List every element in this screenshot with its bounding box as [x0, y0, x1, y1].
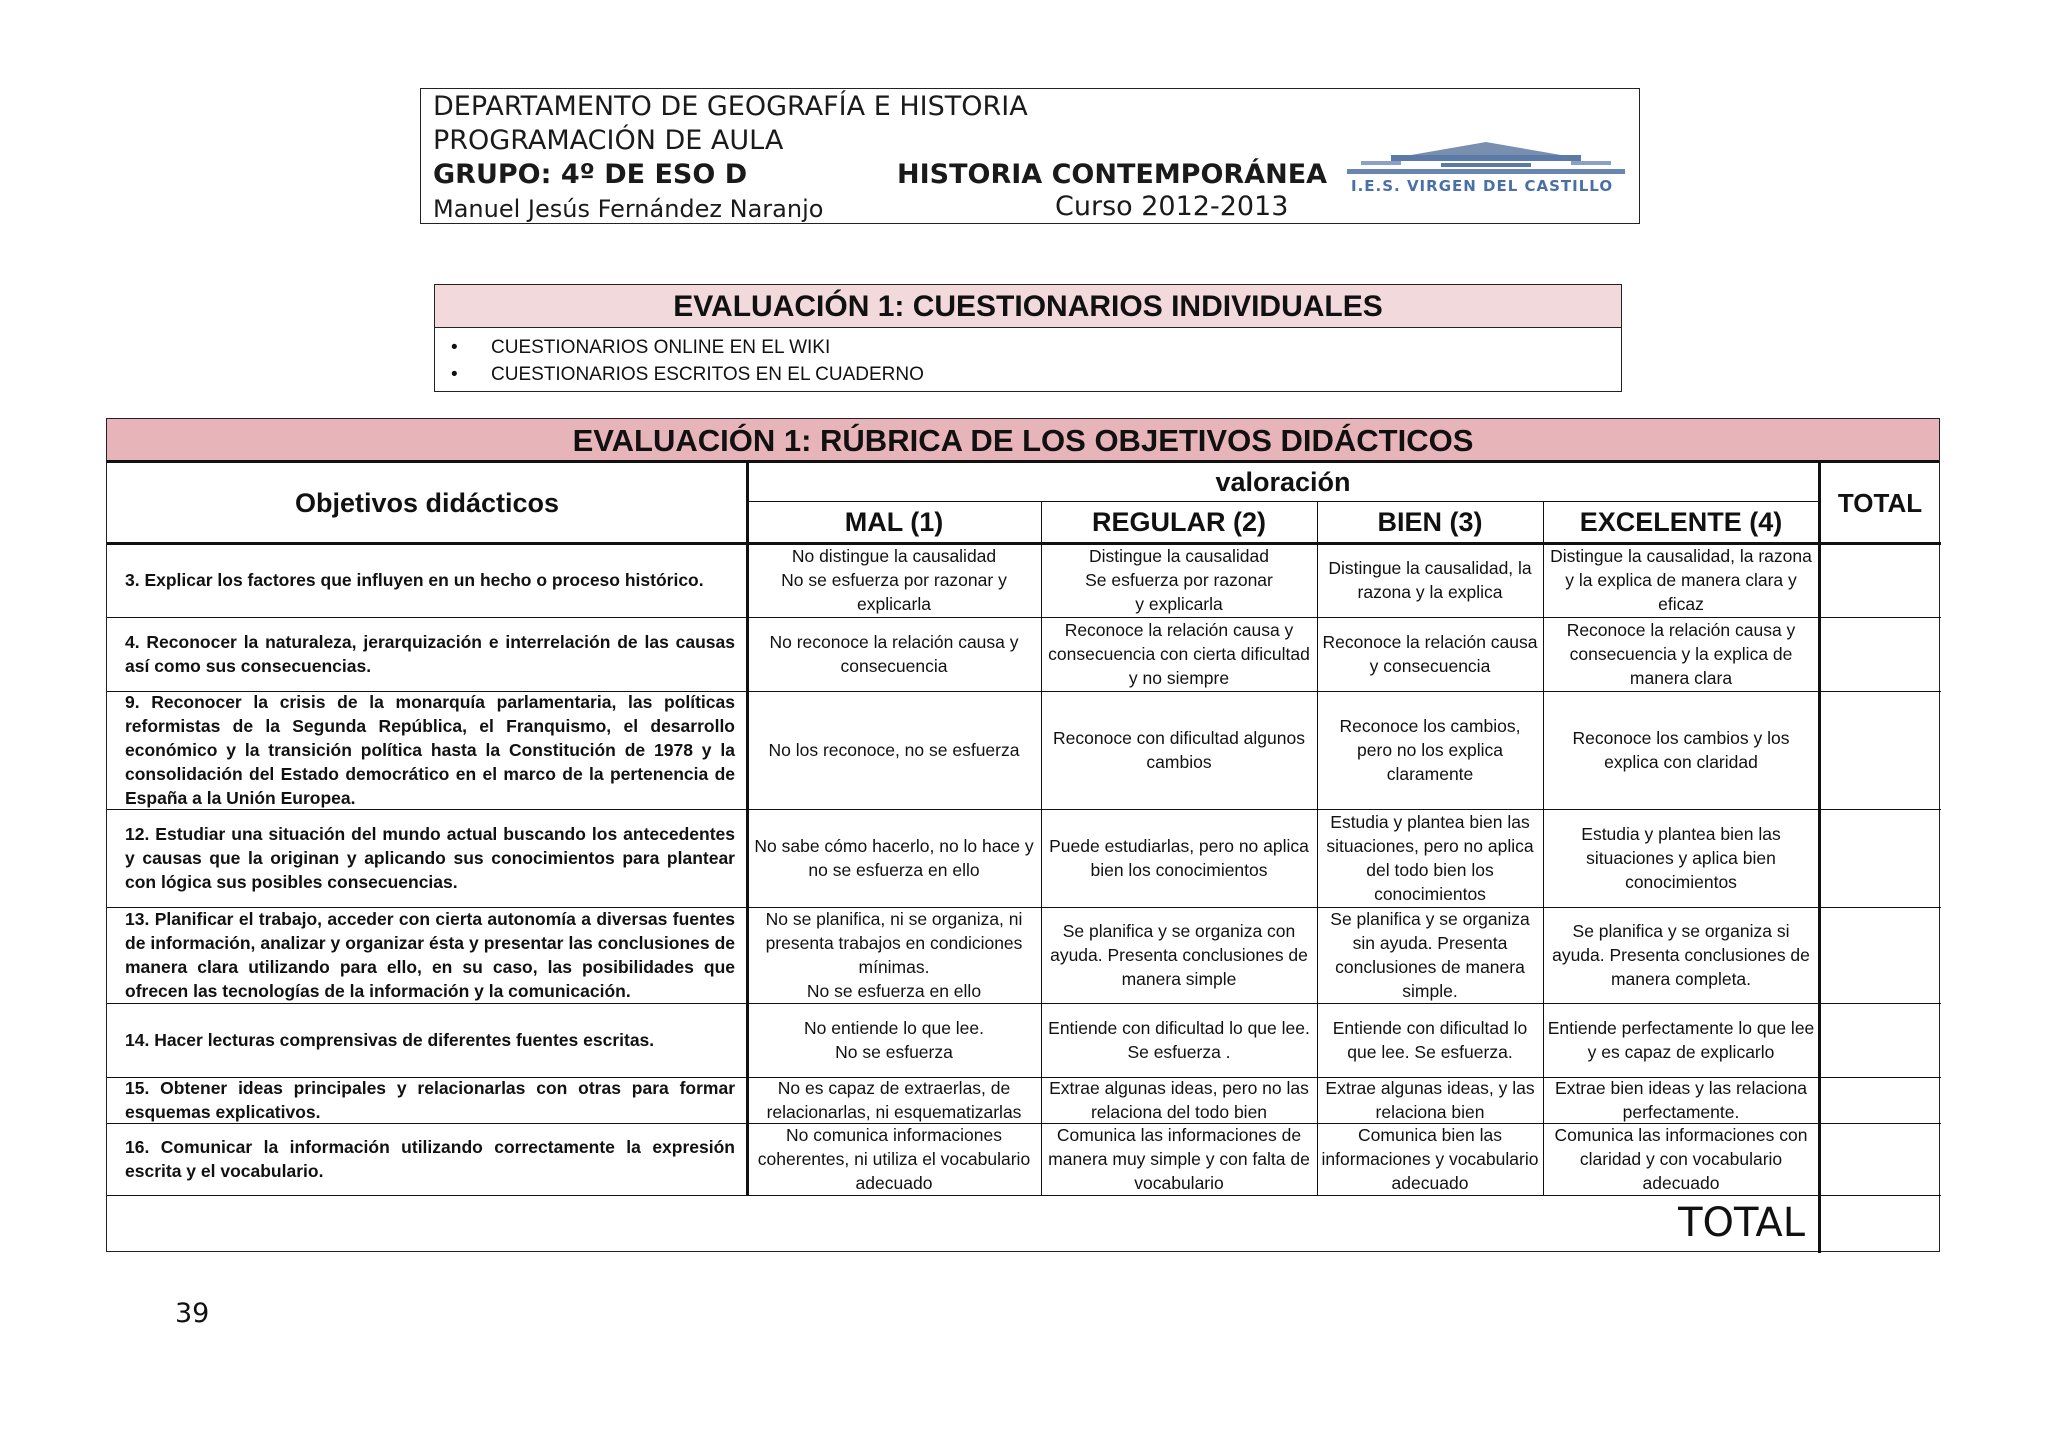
total-header — [1819, 463, 1941, 543]
program-title: PROGRAMACIÓN DE AULA — [433, 125, 784, 156]
criterion-cell-text: Reconoce la relación causa y consecuencia con cierta dificultad y no siempre — [1048, 620, 1310, 688]
course-year: Curso 2012-2013 — [1055, 191, 1289, 222]
criterion-cell-text: Extrae bien ideas y las relaciona perfectamente. — [1555, 1078, 1807, 1122]
criterion-cell-text: Puede estudiarlas, pero no aplica bien los conocimientos — [1049, 836, 1309, 880]
table-divider — [107, 542, 1941, 545]
criterion-cell-text: No los reconoce, no se esfuerza — [768, 740, 1020, 760]
objective-cell-text: 4. Reconocer la naturaleza, jerarquización e interrelación de las causas así como sus consecuencias. — [125, 632, 735, 676]
criterion-cell-text: No reconoce la relación causa y consecuencia — [769, 632, 1019, 676]
table-divider — [107, 1195, 1941, 1196]
total-cell[interactable] — [1819, 809, 1941, 907]
criterion-cell-text: No entiende lo que lee. No se esfuerza — [804, 1018, 984, 1062]
grand-total-cell[interactable] — [1819, 1195, 1941, 1251]
level-header-1-text: MAL (1) — [844, 506, 944, 537]
criterion-cell — [1041, 543, 1317, 617]
table-row — [107, 809, 747, 907]
document-header — [420, 88, 1640, 224]
list-item-text: CUESTIONARIOS ESCRITOS EN EL CUADERNO — [491, 364, 924, 385]
table-row — [107, 1003, 747, 1077]
total-cell[interactable] — [1819, 543, 1941, 617]
criterion-cell — [1317, 617, 1543, 691]
criterion-cell-text: No se planifica, ni se organiza, ni presenta trabajos en condiciones mínimas. No se esfuerza en ello — [765, 909, 1023, 1001]
criterion-cell — [1317, 691, 1543, 809]
criterion-cell-text: Se planifica y se organiza si ayuda. Presenta conclusiones de manera completa. — [1552, 921, 1810, 989]
criterion-cell-text: Extrae algunas ideas, pero no las relaciona del todo bien — [1049, 1078, 1309, 1122]
criterion-cell-text: Reconoce la relación causa y consecuencia — [1322, 632, 1538, 676]
valoracion-header-text: valoración — [1215, 466, 1351, 497]
criterion-cell — [747, 543, 1041, 617]
criterion-cell-text: Estudia y plantea bien las situaciones y aplica bien conocimientos — [1581, 824, 1781, 892]
criterion-cell — [1317, 1123, 1543, 1195]
objectives-header — [107, 463, 747, 543]
group-label: GRUPO: 4º DE ESO D — [433, 159, 748, 190]
criterion-cell-text: Se planifica y se organiza sin ayuda. Presenta conclusiones de manera simple. — [1330, 909, 1530, 1001]
table-divider — [107, 809, 1941, 810]
criterion-cell-text: No comunica informaciones coherentes, ni utiliza el vocabulario adecuado — [757, 1125, 1031, 1193]
criterion-cell-text: Entiende perfectamente lo que lee y es capaz de explicarlo — [1547, 1018, 1815, 1062]
logo-text: I.E.S. VIRGEN DEL CASTILLO — [1351, 177, 1614, 195]
criterion-cell — [1317, 809, 1543, 907]
objective-cell-text: 13. Planificar el trabajo, acceder con cierta autonomía a diversas fuentes de información, analizar y organizar ésta y presentar las conclusiones de manera clara utilizando para ello, en su caso, las posibilidades que ofrecen las tecnologías de la información y la comunicación. — [125, 909, 735, 1001]
objective-cell-text: 15. Obtener ideas principales y relacionarlas con otras para formar esquemas explicativos. — [125, 1078, 735, 1122]
criterion-cell-text: Entiende con dificultad lo que lee. Se esfuerza. — [1332, 1018, 1528, 1062]
criterion-cell — [1543, 907, 1819, 1003]
table-divider — [1818, 463, 1821, 1253]
level-header-3-text: BIEN (3) — [1377, 506, 1483, 537]
level-header-2-text: REGULAR (2) — [1092, 506, 1266, 537]
table-divider — [1543, 501, 1544, 1195]
list-item — [435, 334, 1621, 361]
criterion-cell — [1041, 691, 1317, 809]
level-header-2 — [1041, 501, 1317, 543]
table-row — [107, 543, 747, 617]
table-divider — [1317, 501, 1318, 1195]
criterion-cell — [1041, 1003, 1317, 1077]
table-divider — [1041, 501, 1042, 1195]
table-row — [107, 617, 747, 691]
criterion-cell-text: Extrae algunas ideas, y las relaciona bien — [1325, 1078, 1535, 1122]
table-row — [107, 1077, 747, 1123]
criterion-cell-text: Se planifica y se organiza con ayuda. Presenta conclusiones de manera simple — [1050, 921, 1308, 989]
table-divider — [746, 463, 749, 1195]
criterion-cell-text: Comunica bien las informaciones y vocabulario adecuado — [1321, 1125, 1539, 1193]
criterion-cell-text: Reconoce la relación causa y consecuencia y la explica de manera clara — [1566, 620, 1796, 688]
criterion-cell-text: No sabe cómo hacerlo, no lo hace y no se esfuerza en ello — [754, 836, 1034, 880]
criterion-cell — [747, 809, 1041, 907]
footer-total-label-text: TOTAL — [1678, 1200, 1805, 1246]
table-divider — [107, 691, 1941, 692]
criterion-cell-text: Distingue la causalidad, la razona y la explica de manera clara y eficaz — [1550, 546, 1812, 614]
criterion-cell-text: No es capaz de extraerlas, de relacionarlas, ni esquematizarlas — [766, 1078, 1022, 1122]
criterion-cell — [1543, 1123, 1819, 1195]
objective-cell-text: 12. Estudiar una situación del mundo actual buscando los antecedentes y causas que la originan y aplicando sus conocimientos para plantear con lógica sus posibles consecuencias. — [125, 824, 735, 892]
total-cell[interactable] — [1819, 691, 1941, 809]
criterion-cell — [1041, 907, 1317, 1003]
criterion-cell-text: Estudia y plantea bien las situaciones, pero no aplica del todo bien los conocimientos — [1326, 812, 1534, 904]
objectives-header-text: Objetivos didácticos — [294, 487, 560, 518]
criterion-cell-text: No distingue la causalidad No se esfuerza por razonar y explicarla — [781, 546, 1007, 614]
total-cell[interactable] — [1819, 617, 1941, 691]
criterion-cell-text: Comunica las informaciones con claridad y con vocabulario adecuado — [1554, 1125, 1808, 1193]
criterion-cell — [1041, 617, 1317, 691]
rubric-title: EVALUACIÓN 1: RÚBRICA DE LOS OBJETIVOS DIDÁCTICOS — [107, 419, 1939, 463]
objective-cell-text: 3. Explicar los factores que influyen en un hecho o proceso histórico. — [125, 570, 704, 590]
criterion-cell — [1317, 1003, 1543, 1077]
criterion-cell — [1543, 543, 1819, 617]
criterion-cell — [1317, 1077, 1543, 1123]
criterion-cell — [747, 1077, 1041, 1123]
bullet-icon: • — [451, 337, 458, 358]
total-cell[interactable] — [1819, 907, 1941, 1003]
table-row — [107, 691, 747, 809]
rubric-table — [106, 418, 1940, 1252]
criterion-cell-text: Reconoce los cambios y los explica con claridad — [1572, 728, 1790, 772]
table-row — [107, 907, 747, 1003]
valoracion-header — [747, 463, 1819, 501]
criterion-cell — [747, 617, 1041, 691]
table-row — [107, 1123, 747, 1195]
criterion-cell — [747, 1003, 1041, 1077]
list-item — [435, 361, 1621, 388]
table-divider — [107, 1077, 1941, 1078]
criterion-cell — [747, 1123, 1041, 1195]
criterion-cell — [747, 691, 1041, 809]
criterion-cell — [1543, 1003, 1819, 1077]
objective-cell-text: 14. Hacer lecturas comprensivas de diferentes fuentes escritas. — [125, 1030, 655, 1050]
level-header-4-text: EXCELENTE (4) — [1579, 506, 1783, 537]
objective-cell-text: 9. Reconocer la crisis de la monarquía parlamentaria, las políticas reformistas de la Segunda República, el Franquismo, el desarrollo económico y la transición política hasta la Constitución de 1978 y la consolidación del Estado democrático en el marco de la pertenencia de España a la Unión Europea. — [125, 692, 735, 808]
criterion-cell-text: Entiende con dificultad lo que lee. Se esfuerza . — [1048, 1018, 1310, 1062]
total-header-text: TOTAL — [1837, 487, 1923, 518]
table-divider — [107, 617, 1941, 618]
school-building-icon — [1341, 141, 1631, 181]
criterion-cell-text: Reconoce los cambios, pero no los explica claramente — [1339, 716, 1521, 784]
criterion-cell — [1543, 617, 1819, 691]
total-cell[interactable] — [1819, 1077, 1941, 1123]
objective-cell-text: 16. Comunicar la información utilizando correctamente la expresión escrita y el vocabulario. — [125, 1137, 735, 1181]
subject-label: HISTORIA CONTEMPORÁNEA — [897, 159, 1328, 190]
criterion-cell — [1543, 691, 1819, 809]
total-cell[interactable] — [1819, 1003, 1941, 1077]
criterion-cell — [1317, 907, 1543, 1003]
table-divider — [747, 501, 1819, 502]
criterion-cell — [1041, 809, 1317, 907]
criterion-cell — [1543, 1077, 1819, 1123]
author-name: Manuel Jesús Fernández Naranjo — [433, 195, 824, 223]
criterion-cell — [747, 907, 1041, 1003]
page-number: 39 — [175, 1298, 210, 1329]
footer-total-label — [107, 1195, 1805, 1251]
criterion-cell-text: Distingue la causalidad, la razona y la explica — [1328, 558, 1532, 602]
criterion-cell-text: Distingue la causalidad Se esfuerza por razonar y explicarla — [1085, 546, 1273, 614]
department-title: DEPARTAMENTO DE GEOGRAFÍA E HISTORIA — [433, 91, 1028, 122]
level-header-4 — [1543, 501, 1819, 543]
table-divider — [107, 1123, 1941, 1124]
criterion-cell-text: Reconoce con dificultad algunos cambios — [1053, 728, 1305, 772]
table-divider — [107, 907, 1941, 908]
school-logo — [1341, 141, 1631, 201]
list-item-text: CUESTIONARIOS ONLINE EN EL WIKI — [491, 337, 831, 358]
questionnaires-box — [434, 284, 1622, 392]
criterion-cell — [1041, 1123, 1317, 1195]
questionnaires-title: EVALUACIÓN 1: CUESTIONARIOS INDIVIDUALES — [435, 285, 1621, 328]
criterion-cell — [1317, 543, 1543, 617]
criterion-cell-text: Comunica las informaciones de manera muy simple y con falta de vocabulario — [1048, 1125, 1310, 1193]
total-cell[interactable] — [1819, 1123, 1941, 1195]
bullet-icon: • — [451, 364, 458, 385]
criterion-cell — [1041, 1077, 1317, 1123]
level-header-1 — [747, 501, 1041, 543]
table-divider — [107, 1003, 1941, 1004]
level-header-3 — [1317, 501, 1543, 543]
criterion-cell — [1543, 809, 1819, 907]
questionnaires-list — [435, 328, 1621, 388]
